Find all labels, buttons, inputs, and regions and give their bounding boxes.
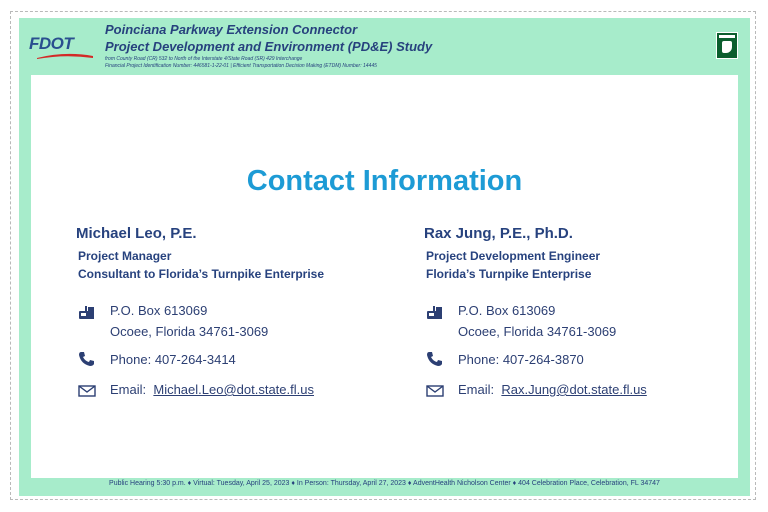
contact-org: Florida’s Turnpike Enterprise (426, 267, 592, 281)
turnpike-logo-state (722, 41, 732, 53)
project-subtitle-line2: Financial Project Identification Number: 446581-1-22-01 | Efficient Transportation Decision Making (ETDM) Number: 14445 (105, 63, 377, 69)
project-title-line2: Project Development and Environment (PD&E) Study (105, 39, 433, 54)
header (19, 18, 750, 75)
contact-role: Project Development Engineer (426, 249, 601, 263)
contact-role: Project Manager (78, 249, 172, 263)
contact-phone: Phone: 407-264-3414 (110, 352, 236, 367)
contact-address-line1: P.O. Box 613069 (458, 303, 556, 318)
contact-address-line1: P.O. Box 613069 (110, 303, 208, 318)
page-title: Contact Information (246, 165, 523, 197)
phone-icon (426, 351, 444, 367)
fdot-logo-text: FDOT (29, 34, 74, 53)
email-link[interactable]: Michael.Leo@dot.state.fl.us (153, 382, 314, 397)
mailbox-icon (426, 305, 444, 321)
fdot-logo (29, 32, 101, 66)
turnpike-logo-band (719, 35, 735, 38)
contact-phone: Phone: 407-264-3870 (458, 352, 584, 367)
email-link[interactable]: Rax.Jung@dot.state.fl.us (501, 382, 647, 397)
florida-turnpike-logo-icon (716, 32, 738, 59)
envelope-icon (426, 383, 444, 399)
slide (19, 18, 750, 496)
contact-org: Consultant to Florida’s Turnpike Enterprise (78, 267, 325, 281)
contact-card-michael-leo (76, 225, 406, 397)
envelope-icon (78, 383, 96, 399)
content-panel (31, 75, 738, 478)
mailbox-icon (78, 305, 96, 321)
project-title-line1: Poinciana Parkway Extension Connector (105, 22, 358, 37)
fdot-swoosh-icon (37, 53, 93, 59)
contact-card-rax-jung (424, 225, 754, 397)
contact-email-row (110, 382, 314, 397)
contact-name: Rax Jung, P.E., Ph.D. (424, 225, 573, 242)
phone-icon (78, 351, 96, 367)
email-label: Email: (110, 382, 147, 397)
contact-email-row (458, 382, 647, 397)
contact-address-line2: Ocoee, Florida 34761-3069 (110, 324, 269, 339)
footer-event-info: Public Hearing 5:30 p.m. ♦ Virtual: Tuesday, April 25, 2023 ♦ In Person: Thursday, April 27, 2023 ♦ AdventHealth Nicholson Center ♦ 404 Celebration Place, Celebration, FL 34747 (109, 480, 660, 487)
contact-name: Michael Leo, P.E. (76, 225, 197, 242)
project-subtitle-line1: from County Road (CR) 532 to North of the Interstate 4/State Road (SR) 429 Interchange (105, 56, 303, 62)
contact-address-line2: Ocoee, Florida 34761-3069 (458, 324, 617, 339)
email-label: Email: (458, 382, 495, 397)
